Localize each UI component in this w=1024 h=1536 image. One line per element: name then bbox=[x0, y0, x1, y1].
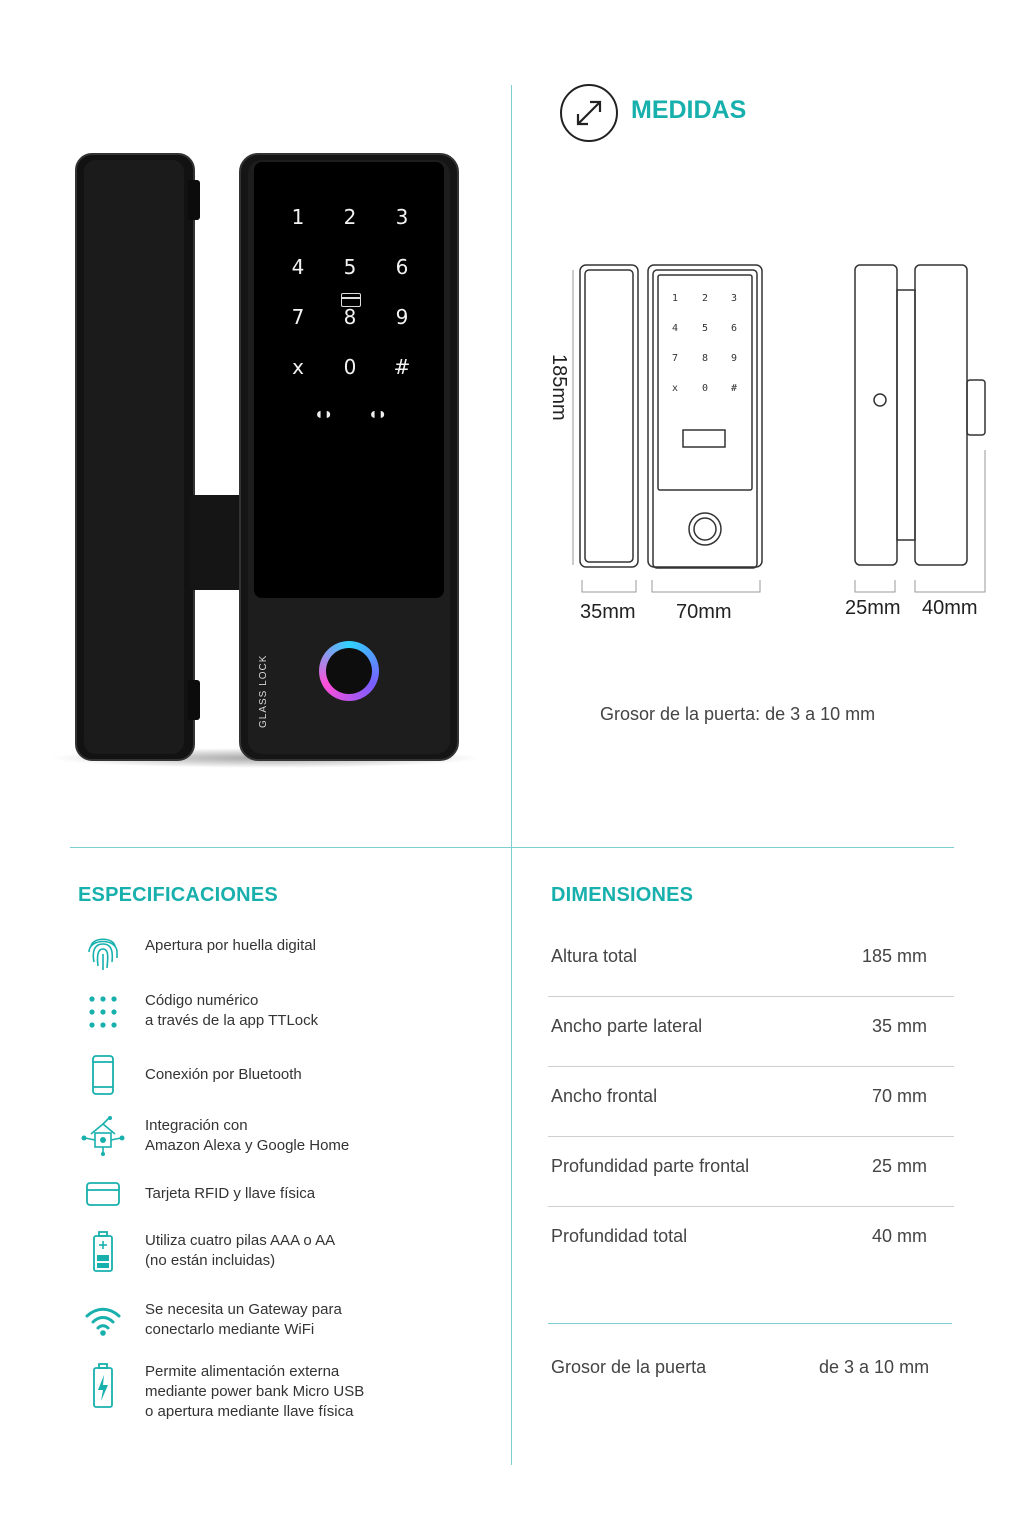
spec-text-line: mediante power bank Micro USB bbox=[145, 1383, 365, 1400]
keypad-key: 7 bbox=[291, 305, 305, 329]
keypad-key: 4 bbox=[291, 255, 305, 279]
svg-text:6: 6 bbox=[730, 323, 738, 334]
spec-text-line: Código numérico bbox=[145, 992, 259, 1009]
horizontal-divider bbox=[70, 847, 954, 848]
keypad-key: 1 bbox=[291, 205, 305, 229]
keypad-key: 8 bbox=[343, 305, 357, 329]
battery-icon bbox=[78, 1230, 128, 1274]
spec-text-line: Utiliza cuatro pilas AAA o AA bbox=[145, 1232, 336, 1249]
spec-item-batteries bbox=[78, 1230, 498, 1274]
card-icon bbox=[78, 1172, 128, 1216]
keypad-key: # bbox=[393, 355, 411, 379]
dimension-label: Ancho parte lateral bbox=[551, 1016, 703, 1036]
dimension-row-height bbox=[548, 926, 954, 997]
dimension-value: 70 mm bbox=[871, 1086, 927, 1106]
technical-drawing bbox=[555, 255, 995, 595]
dimension-row-total-depth bbox=[548, 1206, 954, 1276]
svg-text:1: 1 bbox=[671, 293, 679, 304]
keypad-icon bbox=[78, 990, 128, 1034]
svg-text:0: 0 bbox=[701, 383, 709, 394]
svg-text:5: 5 bbox=[701, 323, 709, 334]
svg-text:9: 9 bbox=[730, 353, 738, 364]
svg-text:8: 8 bbox=[701, 353, 709, 364]
keypad-key: 3 bbox=[395, 205, 409, 229]
battery-charge-icon bbox=[78, 1361, 128, 1411]
keypad-key: 5 bbox=[343, 255, 357, 279]
fingerprint-sensor-icon bbox=[319, 641, 379, 701]
dimensions-title: DIMENSIONES bbox=[551, 884, 694, 906]
spec-item-rfid bbox=[78, 1172, 498, 1216]
dimension-value: 185 mm bbox=[861, 946, 927, 966]
door-row-divider bbox=[548, 1323, 952, 1324]
dimension-value: 40 mm bbox=[871, 1226, 927, 1246]
keypad-unlock-icon: ◖◗ bbox=[368, 406, 388, 423]
spec-item-smart-home bbox=[78, 1114, 498, 1158]
spec-text-line: conectarlo mediante WiFi bbox=[145, 1321, 315, 1338]
spec-text-line: Amazon Alexa y Google Home bbox=[145, 1137, 350, 1154]
total-depth-measure: 40mm bbox=[922, 597, 978, 619]
vertical-divider bbox=[511, 85, 512, 1465]
door-thickness-note: Grosor de la puerta: de 3 a 10 mm bbox=[600, 704, 876, 724]
spec-item-wifi bbox=[78, 1299, 498, 1343]
dimension-row-front-depth bbox=[548, 1136, 954, 1207]
spec-text-line: Se necesita un Gateway para bbox=[145, 1301, 342, 1318]
resize-arrows-icon bbox=[560, 84, 618, 142]
dimension-label: Profundidad total bbox=[551, 1226, 688, 1246]
keypad-key: 9 bbox=[395, 305, 409, 329]
dimension-label: Ancho frontal bbox=[551, 1086, 658, 1106]
keypad-key: 6 bbox=[395, 255, 409, 279]
svg-text:x: x bbox=[671, 383, 679, 394]
height-measure: 185mm bbox=[548, 354, 570, 421]
spec-item-keypad bbox=[78, 990, 498, 1034]
front-width-measure: 70mm bbox=[676, 601, 732, 623]
specs-title: ESPECIFICACIONES bbox=[78, 884, 278, 906]
dimension-value: 25 mm bbox=[871, 1156, 927, 1176]
side-width-measure: 35mm bbox=[580, 601, 636, 623]
medidas-title: MEDIDAS bbox=[631, 96, 747, 124]
svg-text:2: 2 bbox=[701, 293, 709, 304]
door-thickness-value: de 3 a 10 mm bbox=[819, 1357, 930, 1377]
dimension-value: 35 mm bbox=[871, 1016, 927, 1036]
spec-text-line: Conexión por Bluetooth bbox=[145, 1066, 302, 1083]
svg-text:7: 7 bbox=[671, 353, 679, 364]
dimension-row-front-width bbox=[548, 1066, 954, 1137]
fingerprint-icon bbox=[78, 930, 128, 974]
spec-item-bluetooth bbox=[78, 1053, 498, 1097]
spec-text-line: Tarjeta RFID y llave física bbox=[145, 1185, 316, 1202]
spec-text-line: Apertura por huella digital bbox=[145, 937, 316, 954]
dimension-row-side-width bbox=[548, 996, 954, 1067]
spec-item-external-power bbox=[78, 1361, 498, 1422]
keypad-bell-icon: ◖◗ bbox=[314, 406, 334, 423]
spec-text-line: Permite alimentación externa bbox=[145, 1363, 340, 1380]
svg-text:4: 4 bbox=[671, 323, 679, 334]
dimension-label: Profundidad parte frontal bbox=[551, 1156, 750, 1176]
keypad-key: x bbox=[292, 355, 304, 379]
spec-text-line: o apertura mediante llave física bbox=[145, 1403, 354, 1420]
svg-text:3: 3 bbox=[730, 293, 738, 304]
brand-label: GLASS LOCK bbox=[258, 654, 269, 728]
keypad-key: 0 bbox=[343, 355, 357, 379]
smart-home-icon bbox=[78, 1114, 128, 1158]
front-depth-measure: 25mm bbox=[845, 597, 901, 619]
keypad-card-icon bbox=[341, 293, 361, 307]
svg-text:#: # bbox=[730, 383, 738, 394]
dimension-label: Altura total bbox=[551, 946, 638, 966]
door-thickness-label: Grosor de la puerta bbox=[551, 1357, 707, 1377]
spec-text-line: (no están incluidas) bbox=[145, 1252, 276, 1269]
spec-item-fingerprint bbox=[78, 930, 498, 974]
keypad-key: 2 bbox=[343, 205, 357, 229]
spec-text-line: Integración con bbox=[145, 1117, 248, 1134]
smartphone-icon bbox=[78, 1053, 128, 1097]
wifi-icon bbox=[78, 1299, 128, 1343]
spec-text-line: a través de la app TTLock bbox=[145, 1012, 319, 1029]
